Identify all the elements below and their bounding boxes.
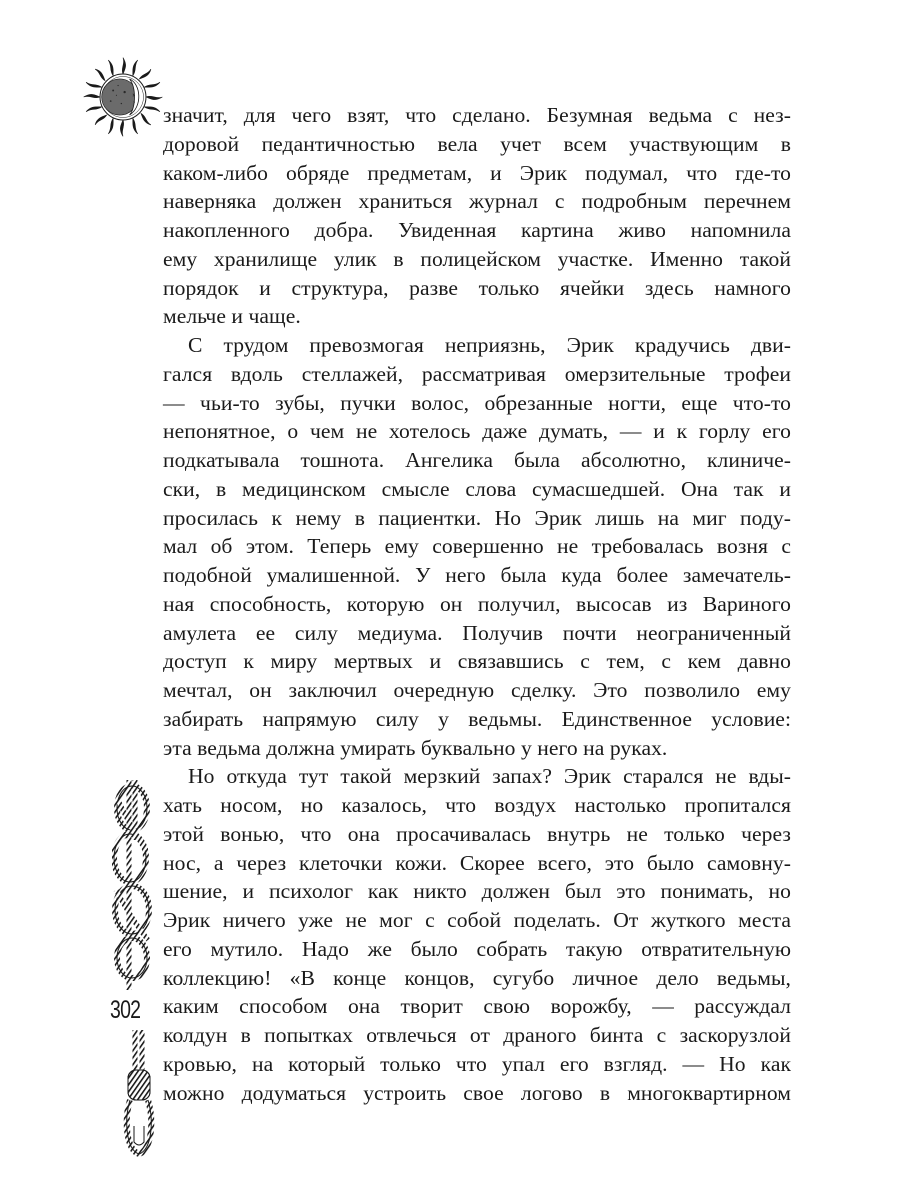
text-line: его мутило. Надо же было собрать такую отвратительную (163, 936, 791, 961)
sun-moon-emblem-icon (82, 56, 164, 138)
text-line: каким способом она творит свою ворожбу, — рассуждал (163, 994, 791, 1019)
text-line: амулета ее силу медиума. Получив почти неограниченный (163, 620, 791, 645)
text-line: порядок и структура, разве только ячейки здесь намного (163, 275, 791, 300)
body-text (163, 101, 791, 1107)
text-line: значит, для чего взят, что сделано. Безумная ведьма с нез- (163, 103, 791, 127)
text-line: эта ведьма должна умирать буквально у него на руках. (163, 735, 668, 760)
text-line: накопленного добра. Увиденная картина живо напомнила (163, 218, 791, 242)
text-line: доровой педантичностью вела учет всем участвующим в (163, 131, 791, 156)
text-line: наверняка должен храниться журнал с подробным перечнем (163, 189, 791, 214)
text-line: доступ к миру мертвых и связавшись с тем, с кем давно (163, 649, 791, 674)
text-line: — чьи-то зубы, пучки волос, обрезанные ногти, еще что-то (163, 390, 791, 415)
text-line: хать носом, но казалось, что воздух настолько пропитался (163, 793, 791, 817)
text-line: мельче и чаще. (163, 304, 301, 329)
text-line: этой вонью, что она просачивалась внутрь не только через (163, 821, 791, 846)
text-line: ски, в медицинском смысле слова сумасшедшей. Она так и (163, 476, 791, 501)
text-line: просилась к нему в пациентки. Но Эрик лишь на миг поду- (163, 505, 791, 530)
text-line: шение, и психолог как никто должен был это понимать, но (163, 879, 791, 904)
text-line: ная способность, которую он получил, высосав из Вариного (163, 591, 791, 616)
text-line: ему хранилище улик в полицейском участке. Именно такой (163, 246, 791, 271)
text-line: подобной умалишенной. У него была куда более замечатель- (163, 563, 791, 587)
rope-noose-icon (122, 1030, 156, 1160)
rope-knot-icon (112, 780, 154, 990)
text-line: нос, а через клеточки кожи. Скорее всего, это было самовну- (163, 850, 791, 875)
text-line: Эрик ничего уже не мог с собой поделать. От жуткого места (163, 908, 791, 932)
page-number: 302 (110, 996, 141, 1024)
text-line: колдун в попытках отвлечься от драного бинта с заскорузлой (163, 1023, 791, 1047)
text-line: можно додуматься устроить свое логово в многоквартирном (163, 1080, 791, 1105)
text-line: забирать напрямую силу у ведьмы. Единственное условие: (163, 706, 791, 731)
text-line: мечтал, он заключил очередную сделку. Это позволило ему (163, 678, 791, 702)
paragraph-start-line: С трудом превозмогая неприязнь, Эрик крадучись дви- (188, 333, 791, 357)
text-line: мал об этом. Теперь ему совершенно не требовалась возня с (163, 534, 791, 559)
text-line: каком-либо обряде предметам, и Эрик подумал, что где-то (163, 160, 791, 185)
text-line: подкатывала тошнота. Ангелика была абсолютно, клиниче- (163, 448, 791, 472)
text-line: коллекцию! «В конце концов, сугубо личное дело ведьмы, (163, 965, 791, 990)
text-line: кровью, на который только что упал его взгляд. — Но как (163, 1051, 791, 1076)
text-line: непонятное, о чем не хотелось даже думать, — и к горлу его (163, 419, 791, 444)
text-line: гался вдоль стеллажей, рассматривая омерзительные трофеи (163, 361, 791, 386)
paragraph-start-line: Но откуда тут такой мерзкий запах? Эрик старался не вды- (188, 764, 791, 789)
